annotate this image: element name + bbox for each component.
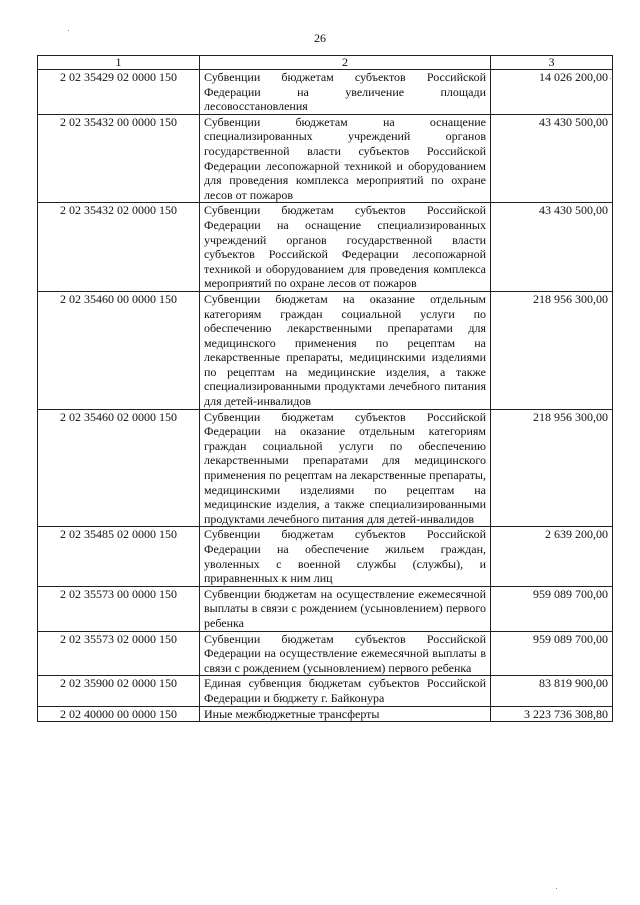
budget-code-cell: 2 02 40000 00 0000 150: [38, 706, 200, 722]
column-header-2: 2: [200, 56, 491, 70]
budget-table: [37, 55, 613, 722]
table-row: [38, 70, 613, 115]
table-row: [38, 527, 613, 586]
budget-code-cell: 2 02 35429 02 0000 150: [38, 70, 200, 115]
description-cell: Субвенции бюджетам на осуществление ежемесячной выплаты в связи с рождением (усыновлением) первого ребенка: [200, 586, 491, 631]
amount-cell: 83 819 900,00: [491, 676, 613, 706]
amount-cell: 43 430 500,00: [491, 203, 613, 292]
amount-cell: 14 026 200,00: [491, 70, 613, 115]
table-header-row: [38, 56, 613, 70]
column-header-3: 3: [491, 56, 613, 70]
amount-cell: 218 956 300,00: [491, 409, 613, 527]
description-cell: Субвенции бюджетам субъектов Российской Федерации на увеличение площади лесовосстановления: [200, 70, 491, 115]
budget-code-cell: 2 02 35900 02 0000 150: [38, 676, 200, 706]
scan-speck: [68, 30, 69, 31]
budget-code-cell: 2 02 35432 02 0000 150: [38, 203, 200, 292]
amount-cell: 3 223 736 308,80: [491, 706, 613, 722]
budget-code-cell: 2 02 35460 02 0000 150: [38, 409, 200, 527]
scan-speck: [610, 78, 611, 79]
table-row: [38, 676, 613, 706]
budget-code-cell: 2 02 35573 02 0000 150: [38, 631, 200, 676]
budget-code-cell: 2 02 35573 00 0000 150: [38, 586, 200, 631]
description-cell: Субвенции бюджетам на оснащение специализированных учреждений органов государственной власти субъектов Российской Федерации лесопожарной техникой и оборудованием для проведения комплекса мероприятий по охране лесов от пожаров: [200, 114, 491, 203]
description-cell: Субвенции бюджетам субъектов Российской Федерации на обеспечение жильем граждан, уволенных с военной службы (службы), и приравненных к ним лиц: [200, 527, 491, 586]
budget-code-cell: 2 02 35432 00 0000 150: [38, 114, 200, 203]
table-row: [38, 291, 613, 409]
description-cell: Субвенции бюджетам субъектов Российской Федерации на оснащение специализированных учреждений органов государственной власти субъектов Российской Федерации лесопожарной техникой и оборудованием для проведения комплекса мероприятий по охране лесов от пожаров: [200, 203, 491, 292]
table-row: [38, 631, 613, 676]
amount-cell: 959 089 700,00: [491, 631, 613, 676]
amount-cell: 43 430 500,00: [491, 114, 613, 203]
description-cell: Субвенции бюджетам субъектов Российской Федерации на оказание отдельным категориям граждан социальной услуги по обеспечению лекарственными препаратами для медицинского применения по рецептам на лекарственные препараты, медицинскими изделиями по рецептам на медицинские изделия, а также специализированными продуктами лечебного питания для детей-инвалидов: [200, 409, 491, 527]
description-cell: Субвенции бюджетам субъектов Российской Федерации на осуществление ежемесячной выплаты в связи с рождением (усыновлением) первого ребенка: [200, 631, 491, 676]
budget-code-cell: 2 02 35460 00 0000 150: [38, 291, 200, 409]
table-row: [38, 409, 613, 527]
scan-speck: [556, 888, 557, 889]
amount-cell: 959 089 700,00: [491, 586, 613, 631]
column-header-1: 1: [38, 56, 200, 70]
description-cell: Единая субвенция бюджетам субъектов Российской Федерации и бюджету г. Байконура: [200, 676, 491, 706]
description-cell: Субвенции бюджетам на оказание отдельным категориям граждан социальной услуги по обеспечению лекарственными препаратами для медицинского применения по рецептам на лекарственные препараты, медицинскими изделиями по рецептам на медицинские изделия, а также специализированными продуктами лечебного питания для детей-инвалидов: [200, 291, 491, 409]
table-row: [38, 586, 613, 631]
page-number: 26: [314, 31, 326, 45]
table-row: [38, 706, 613, 722]
description-cell: Иные межбюджетные трансферты: [200, 706, 491, 722]
amount-cell: 218 956 300,00: [491, 291, 613, 409]
table-row: [38, 203, 613, 292]
budget-code-cell: 2 02 35485 02 0000 150: [38, 527, 200, 586]
amount-cell: 2 639 200,00: [491, 527, 613, 586]
table-row: [38, 114, 613, 203]
